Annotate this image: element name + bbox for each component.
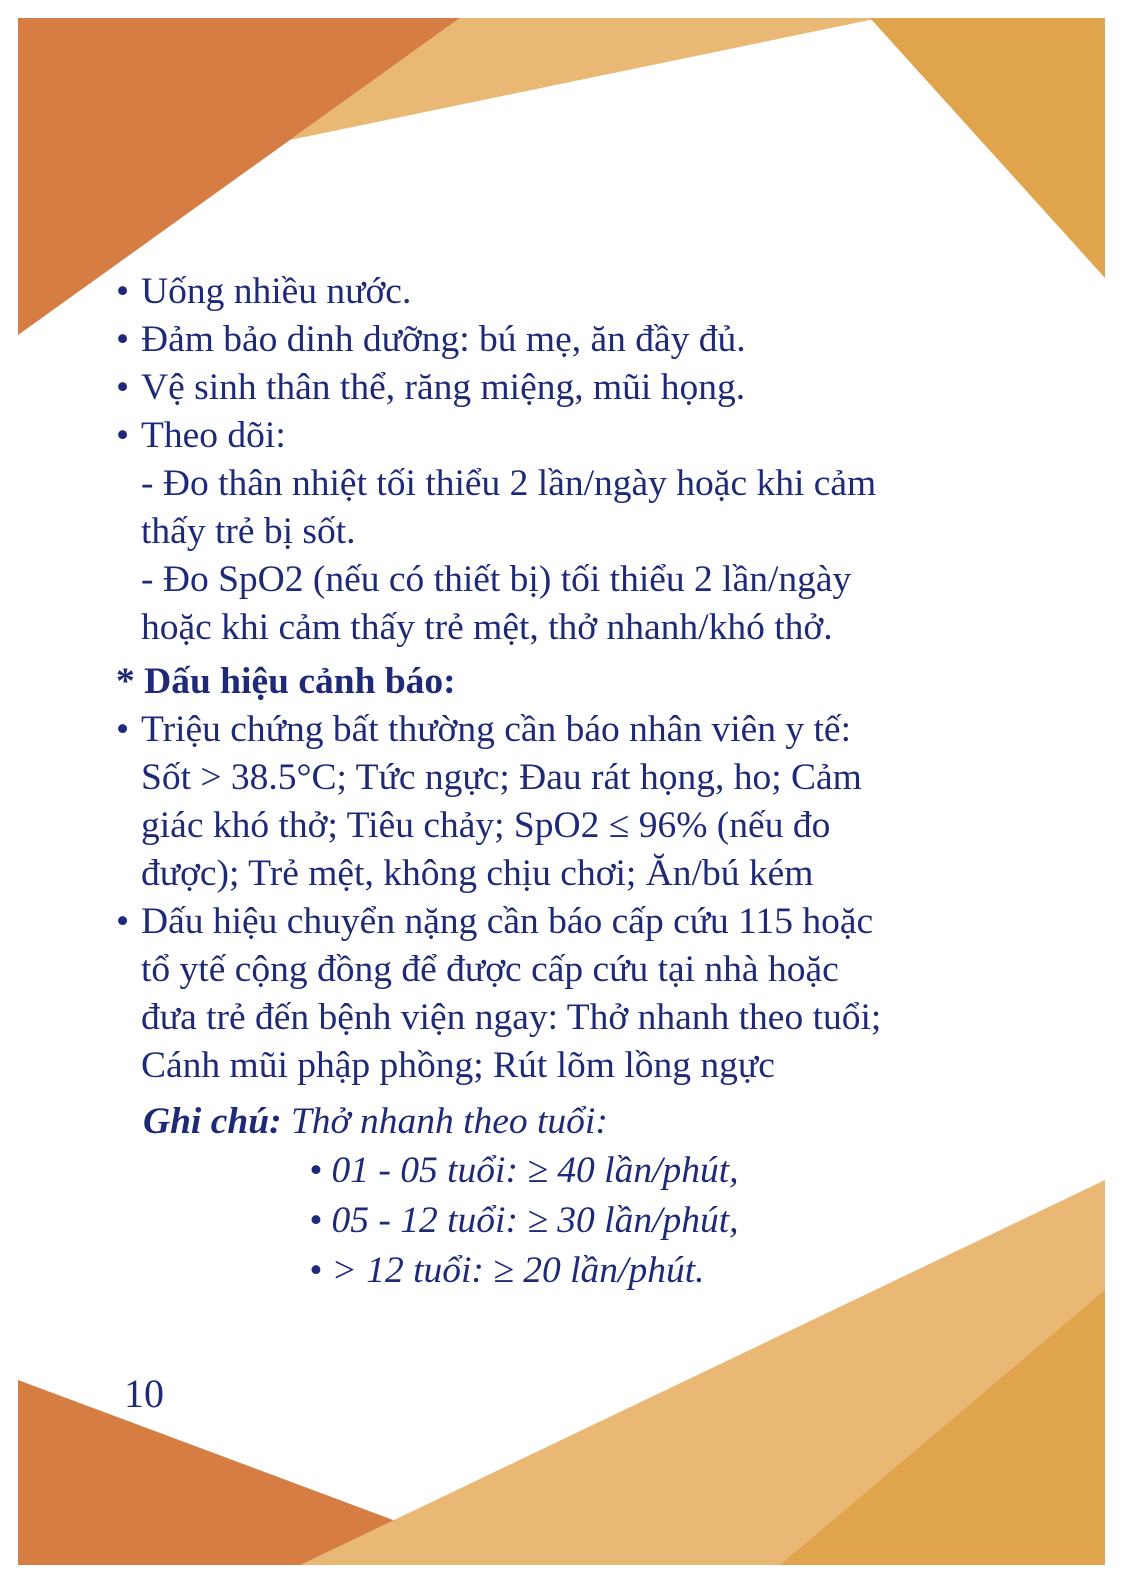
- bullet: •: [116, 271, 130, 312]
- monitor-line: - Đo thân nhiệt tối thiểu 2 lần/ngày hoặc khi cảm: [141, 463, 877, 504]
- note: [116, 1098, 1016, 1146]
- note-item: • > 12 tuổi: ≥ 20 lần/phút.: [309, 1250, 705, 1291]
- bullet: •: [116, 709, 130, 750]
- note-label: Ghi chú:: [143, 1101, 282, 1142]
- monitor-line: hoặc khi cảm thấy trẻ mệt, thở nhanh/khó thở.: [141, 607, 833, 648]
- top-right-gold-shape: [870, 18, 1105, 278]
- warning-line: tổ ytế cộng đồng để được cấp cứu tại nhà hoặc: [141, 949, 839, 990]
- monitor-line: - Đo SpO2 (nếu có thiết bị) tối thiểu 2 lần/ngày: [141, 559, 852, 600]
- monitor-line: thấy trẻ bị sốt.: [141, 511, 356, 552]
- warning-heading: * Dấu hiệu cảnh báo:: [116, 661, 456, 702]
- bullet: •: [116, 415, 130, 456]
- warning-item: • Dấu hiệu chuyển nặng cần báo cấp cứu 115 hoặc: [116, 898, 1016, 946]
- warning-line: đưa trẻ đến bệnh viện ngay: Thở nhanh theo tuổi;: [141, 997, 882, 1038]
- bullet: •: [116, 319, 130, 360]
- bullet: •: [116, 901, 130, 942]
- note-item: • 05 - 12 tuổi: ≥ 30 lần/phút,: [309, 1200, 739, 1241]
- list-item: • Theo dõi:: [116, 412, 1016, 460]
- list-item: • Uống nhiều nước.: [116, 268, 1016, 316]
- warning-line: Cánh mũi phập phồng; Rút lõm lồng ngực: [141, 1045, 775, 1086]
- warning-item: • Triệu chứng bất thường cần báo nhân viên y tế:: [116, 706, 1016, 754]
- page-content: [116, 268, 1016, 1296]
- list-item: • Đảm bảo dinh dưỡng: bú mẹ, ăn đầy đủ.: [116, 316, 1016, 364]
- warning-line: được); Trẻ mệt, không chịu chơi; Ăn/bú kém: [141, 853, 814, 894]
- warning-line: Sốt > 38.5°C; Tức ngực; Đau rát họng, ho; Cảm: [141, 757, 862, 798]
- page-number: 10: [124, 1371, 164, 1416]
- note-text: Thở nhanh theo tuổi:: [281, 1101, 608, 1142]
- note-list: [116, 1146, 1016, 1296]
- bullet: •: [116, 367, 130, 408]
- note-item: • 01 - 05 tuổi: ≥ 40 lần/phút,: [309, 1150, 739, 1191]
- warning-line: giác khó thở; Tiêu chảy; SpO2 ≤ 96% (nếu đo: [141, 805, 831, 846]
- list-item: • Vệ sinh thân thể, răng miệng, mũi họng.: [116, 364, 1016, 412]
